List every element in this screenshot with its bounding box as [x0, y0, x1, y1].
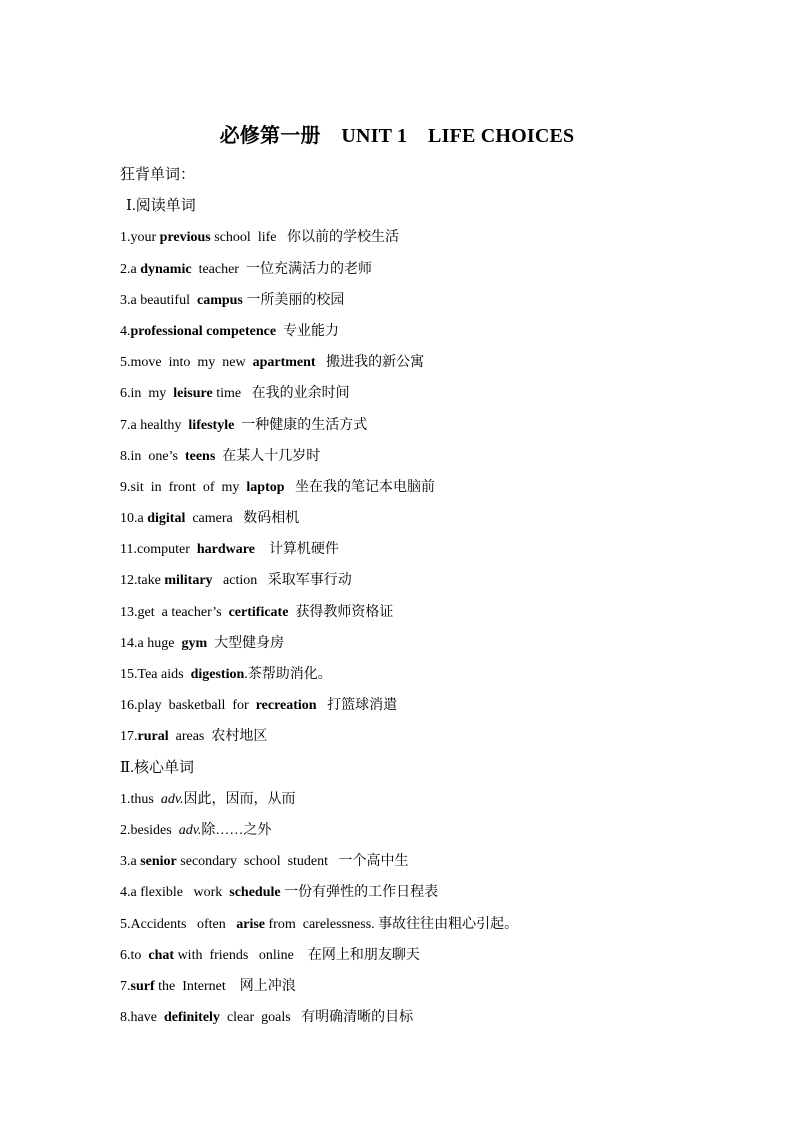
vocab-translation: the Internet 网上冲浪 [154, 978, 296, 994]
vocab-translation: time 在我的业余时间 [212, 386, 350, 402]
vocab-item [120, 472, 760, 503]
section-numeral: Ⅰ [126, 198, 132, 215]
vocab-translation: action 采取军事行动 [212, 573, 352, 589]
vocab-translation: 一种健康的生活方式 [234, 417, 368, 433]
vocab-translation: 搬进我的新公寓 [315, 355, 425, 371]
vocab-item [120, 565, 760, 596]
vocab-text: 8.have [120, 1010, 164, 1026]
vocab-item [120, 690, 760, 721]
vocab-keyword: definitely [163, 1010, 220, 1026]
section-heading-reading-words [120, 191, 760, 222]
vocab-text: 10.a [120, 511, 148, 527]
vocab-keyword: teens [184, 448, 216, 464]
vocab-text: 2.besides [120, 822, 179, 838]
section-label: .核心单词 [130, 759, 194, 776]
vocab-item [120, 222, 760, 253]
vocab-keyword: digital [147, 511, 186, 527]
vocab-item [120, 721, 760, 752]
vocab-keyword: chat [148, 947, 175, 963]
vocab-translation: secondary school student 一个高中生 [176, 854, 409, 870]
reading-words-list [120, 222, 760, 752]
vocab-item [120, 597, 760, 628]
vocab-translation: 打篮球消遣 [316, 698, 398, 714]
vocab-keyword: leisure [173, 386, 213, 402]
vocab-text: 5.move into my new [120, 355, 253, 371]
vocabulary-heading: 狂背单词： [120, 167, 196, 183]
vocab-translation: 获得教师资格证 [288, 604, 394, 620]
vocab-item [120, 378, 760, 409]
vocab-keyword: apartment [252, 355, 316, 371]
vocab-item [120, 347, 760, 378]
vocab-text: 8.in one’s [120, 448, 185, 464]
vocab-item [120, 971, 760, 1002]
vocab-item [120, 846, 760, 877]
section-label: .阅读单词 [131, 198, 196, 215]
vocab-translation: areas 农村地区 [168, 729, 268, 745]
vocab-text: 6.to [120, 947, 149, 963]
vocab-keyword: campus [196, 292, 243, 308]
vocab-translation: 一所美丽的校园 [242, 292, 345, 308]
vocab-text: 7. [120, 978, 131, 994]
vocab-text: 4.a flexible work [120, 885, 230, 901]
vocab-item [120, 316, 760, 347]
vocab-translation: .茶帮助消化。 [244, 667, 332, 682]
vocab-text: 15.Tea aids [120, 667, 191, 682]
vocab-translation: with friends online 在网上和朋友聊天 [174, 947, 420, 963]
vocab-text: 7.a healthy [120, 417, 189, 433]
vocab-translation: from carelessness. 事故往往由粗心引起。 [265, 916, 519, 932]
vocab-text: 3.a [120, 854, 141, 870]
vocab-text: 2.a [120, 261, 141, 277]
vocab-text: 1.your [120, 230, 160, 246]
vocab-translation: 专业能力 [276, 323, 340, 339]
vocab-translation: clear goals 有明确清晰的目标 [219, 1010, 414, 1026]
vocab-text: 1.thus [120, 791, 161, 807]
vocab-keyword: professional competence [130, 323, 277, 339]
vocab-item [120, 940, 760, 971]
vocab-text: 16.play basketball for [120, 698, 256, 714]
vocab-text: 11.computer [120, 542, 197, 558]
vocab-item [120, 628, 760, 659]
vocab-keyword: surf [130, 978, 155, 994]
vocab-keyword: senior [140, 854, 177, 870]
vocab-item [120, 534, 760, 565]
vocab-translation: teacher 一位充满活力的老师 [191, 261, 372, 277]
vocab-text: 13.get a teacher’s [120, 604, 229, 620]
vocab-item [120, 441, 760, 472]
vocab-text: 5.Accidents often [120, 916, 237, 932]
vocab-keyword: military [164, 573, 213, 589]
vocab-translation: school life 你以前的学校生活 [210, 230, 399, 246]
page-title: 必修第一册 UNIT 1 LIFE CHOICES [219, 125, 575, 147]
vocab-translation: 在某人十几岁时 [215, 448, 321, 464]
vocab-text: 3.a beautiful [120, 292, 197, 308]
vocab-item [120, 659, 760, 690]
vocab-translation: 计算机硬件 [254, 542, 339, 558]
section-numeral: Ⅱ [120, 759, 131, 776]
vocab-text: 12.take [120, 573, 165, 589]
vocab-item [120, 815, 760, 846]
vocab-keyword: certificate [228, 604, 289, 620]
vocab-item [120, 285, 760, 316]
vocab-keyword: arise [236, 916, 266, 932]
vocab-item [120, 1002, 760, 1033]
vocab-translation: 除……之外 [201, 822, 272, 838]
vocab-keyword: gym [181, 635, 208, 651]
vocab-text: 14.a huge [120, 635, 182, 651]
vocab-keyword: schedule [229, 885, 281, 901]
vocab-keyword: laptop [246, 479, 285, 495]
vocab-keyword: rural [137, 729, 169, 745]
section-heading-core-words [120, 753, 760, 784]
vocab-text: 17. [120, 729, 138, 745]
vocab-keyword: dynamic [140, 261, 192, 277]
vocab-translation: 坐在我的笔记本电脑前 [284, 479, 436, 495]
vocab-item [120, 503, 760, 534]
vocab-keyword: recreation [255, 698, 317, 714]
vocab-keyword: previous [159, 230, 211, 246]
vocabulary-content [120, 160, 760, 1033]
vocab-text: 6.in my [120, 386, 174, 402]
vocab-item [120, 410, 760, 441]
vocab-keyword: lifestyle [188, 417, 235, 433]
vocab-text: 9.sit in front of my [120, 479, 247, 495]
vocab-item [120, 877, 760, 908]
part-of-speech: adv. [160, 791, 184, 807]
vocab-keyword: hardware [196, 542, 255, 558]
vocab-item [120, 784, 760, 815]
core-words-list [120, 784, 760, 1034]
vocab-translation: camera 数码相机 [185, 511, 300, 527]
part-of-speech: adv. [178, 822, 202, 838]
vocab-item [120, 909, 760, 940]
vocab-item [120, 254, 760, 285]
vocab-translation: 因此，因而，从而 [183, 791, 296, 807]
vocab-text: 4. [120, 323, 131, 339]
vocab-keyword: digestion [190, 667, 245, 682]
vocab-translation: 大型健身房 [207, 635, 285, 651]
vocab-translation: 一份有弹性的工作日程表 [280, 885, 439, 901]
